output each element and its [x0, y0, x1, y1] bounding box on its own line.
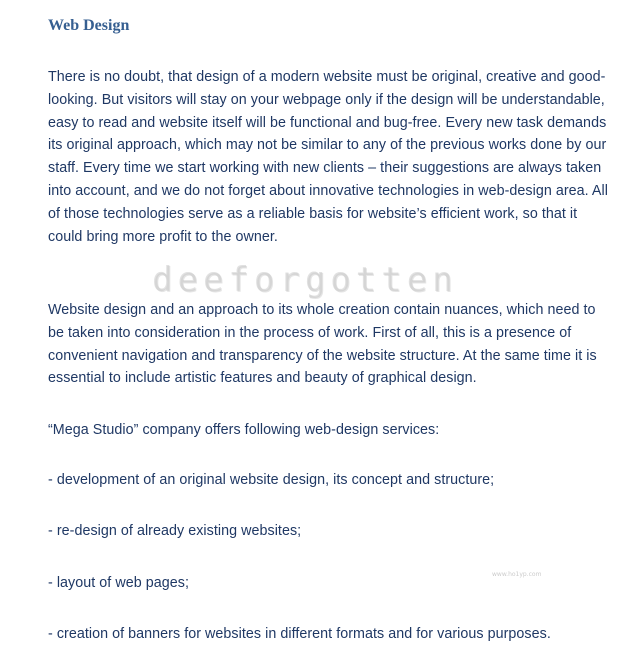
watermark-text: deeforgotten [152, 260, 458, 300]
watermark-url: www.ho1yp.com [492, 571, 542, 578]
intro-paragraph: There is no doubt, that design of a modern website must be original, creative and good-looking. But visitors will stay on your webpage only if the design will be understandable, easy to read and website itself will be functional and bug-free. Every new task demands its original approach, which may not be similar to any of the previous works done by our staff. Every time we start working with new clients – their suggestions are always taken into account, and we do not forget about innovative technologies in web-design area. All of those technologies serve as a reliable basis for website’s efficient work, so that it could bring more profit to the owner. [48, 69, 608, 245]
service-item-banners: - creation of banners for websites in different formats and for various purposes. [48, 626, 551, 642]
services-intro-paragraph: “Mega Studio” company offers following web-design services: [48, 422, 440, 438]
design-approach-paragraph: Website design and an approach to its whole creation contain nuances, which need to be taken into consideration in the process of work. First of all, this is a presence of convenient navigation and transparency of the website structure. At the same time it is essential to include artistic features and beauty of graphical design. [48, 302, 597, 387]
page-title: Web Design [48, 17, 130, 34]
service-item-redesign: - re-design of already existing websites; [48, 523, 302, 539]
service-item-development: - development of an original website design, its concept and structure; [48, 472, 495, 488]
service-item-layout: - layout of web pages; [48, 575, 189, 591]
